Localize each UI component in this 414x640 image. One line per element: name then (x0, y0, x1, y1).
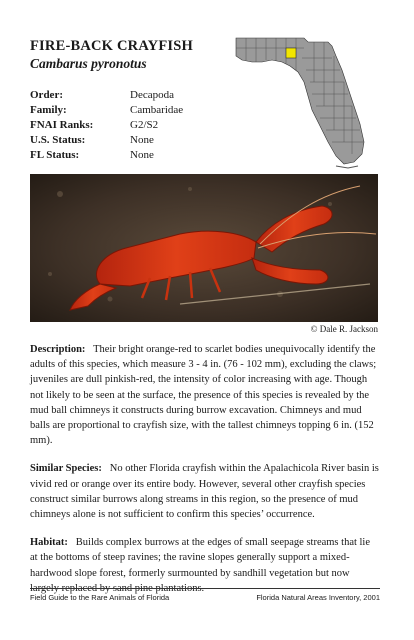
crayfish-photo (30, 174, 378, 322)
footer-right: Florida Natural Areas Inventory, 2001 (256, 593, 380, 602)
fact-family: Family: Cambaridae (30, 104, 184, 116)
similar-species-paragraph: Similar Species: No other Florida crayfish within the Apalachicola River basin is vivid red or orange over its entire body. However, several other crayfish species construct similar burrows along streams in this region, so the presence of mud chimneys alone is not sufficient to confirm this species’ occurrence. (30, 463, 379, 521)
range-highlight (286, 48, 296, 58)
keys (336, 166, 358, 168)
florida-outline (236, 38, 364, 164)
fact-fnai-ranks: FNAI Ranks: G2/S2 (30, 119, 159, 131)
footer (30, 593, 380, 602)
species-account (30, 342, 380, 609)
footer-divider (30, 588, 380, 589)
scientific-name: Cambarus pyronotus (30, 56, 147, 71)
footer-left: Field Guide to the Rare Animals of Florida (30, 593, 170, 602)
photo-credit: © Dale R. Jackson (310, 324, 378, 334)
fact-us-status: U.S. Status: None (30, 134, 154, 146)
florida-range-map (232, 30, 382, 172)
fact-fl-status: FL Status: None (30, 149, 154, 161)
fact-order: Order: Decapoda (30, 89, 174, 101)
page-title: FIRE-BACK CRAYFISH (30, 38, 193, 54)
description-paragraph: Description: Their bright orange-red to scarlet bodies unequivocally identify the adults of this species, which measure 3 - 4 in. (76 - 102 mm), excluding the claws; juveniles are dull pinkish-red, the intensity of color increasing with age. Though not likely to be seen at the surface, the presence of this species is revealed by the mud ball chimneys it constructs during burrow excavation. Chimneys and mud balls are proportional to crayfish size, with the tallest chimneys topping 6 in. (152 mm). (30, 344, 377, 447)
facts-table (30, 88, 183, 163)
habitat-paragraph: Habitat: Builds complex burrows at the edges of small seepage streams that lie at the bottoms of steep ravines; the ravine slopes generally support a mixed-hardwood slope forest, formerly surmounted by sandhill vegetation but now largely replaced by sand pine plantations. (30, 537, 371, 594)
